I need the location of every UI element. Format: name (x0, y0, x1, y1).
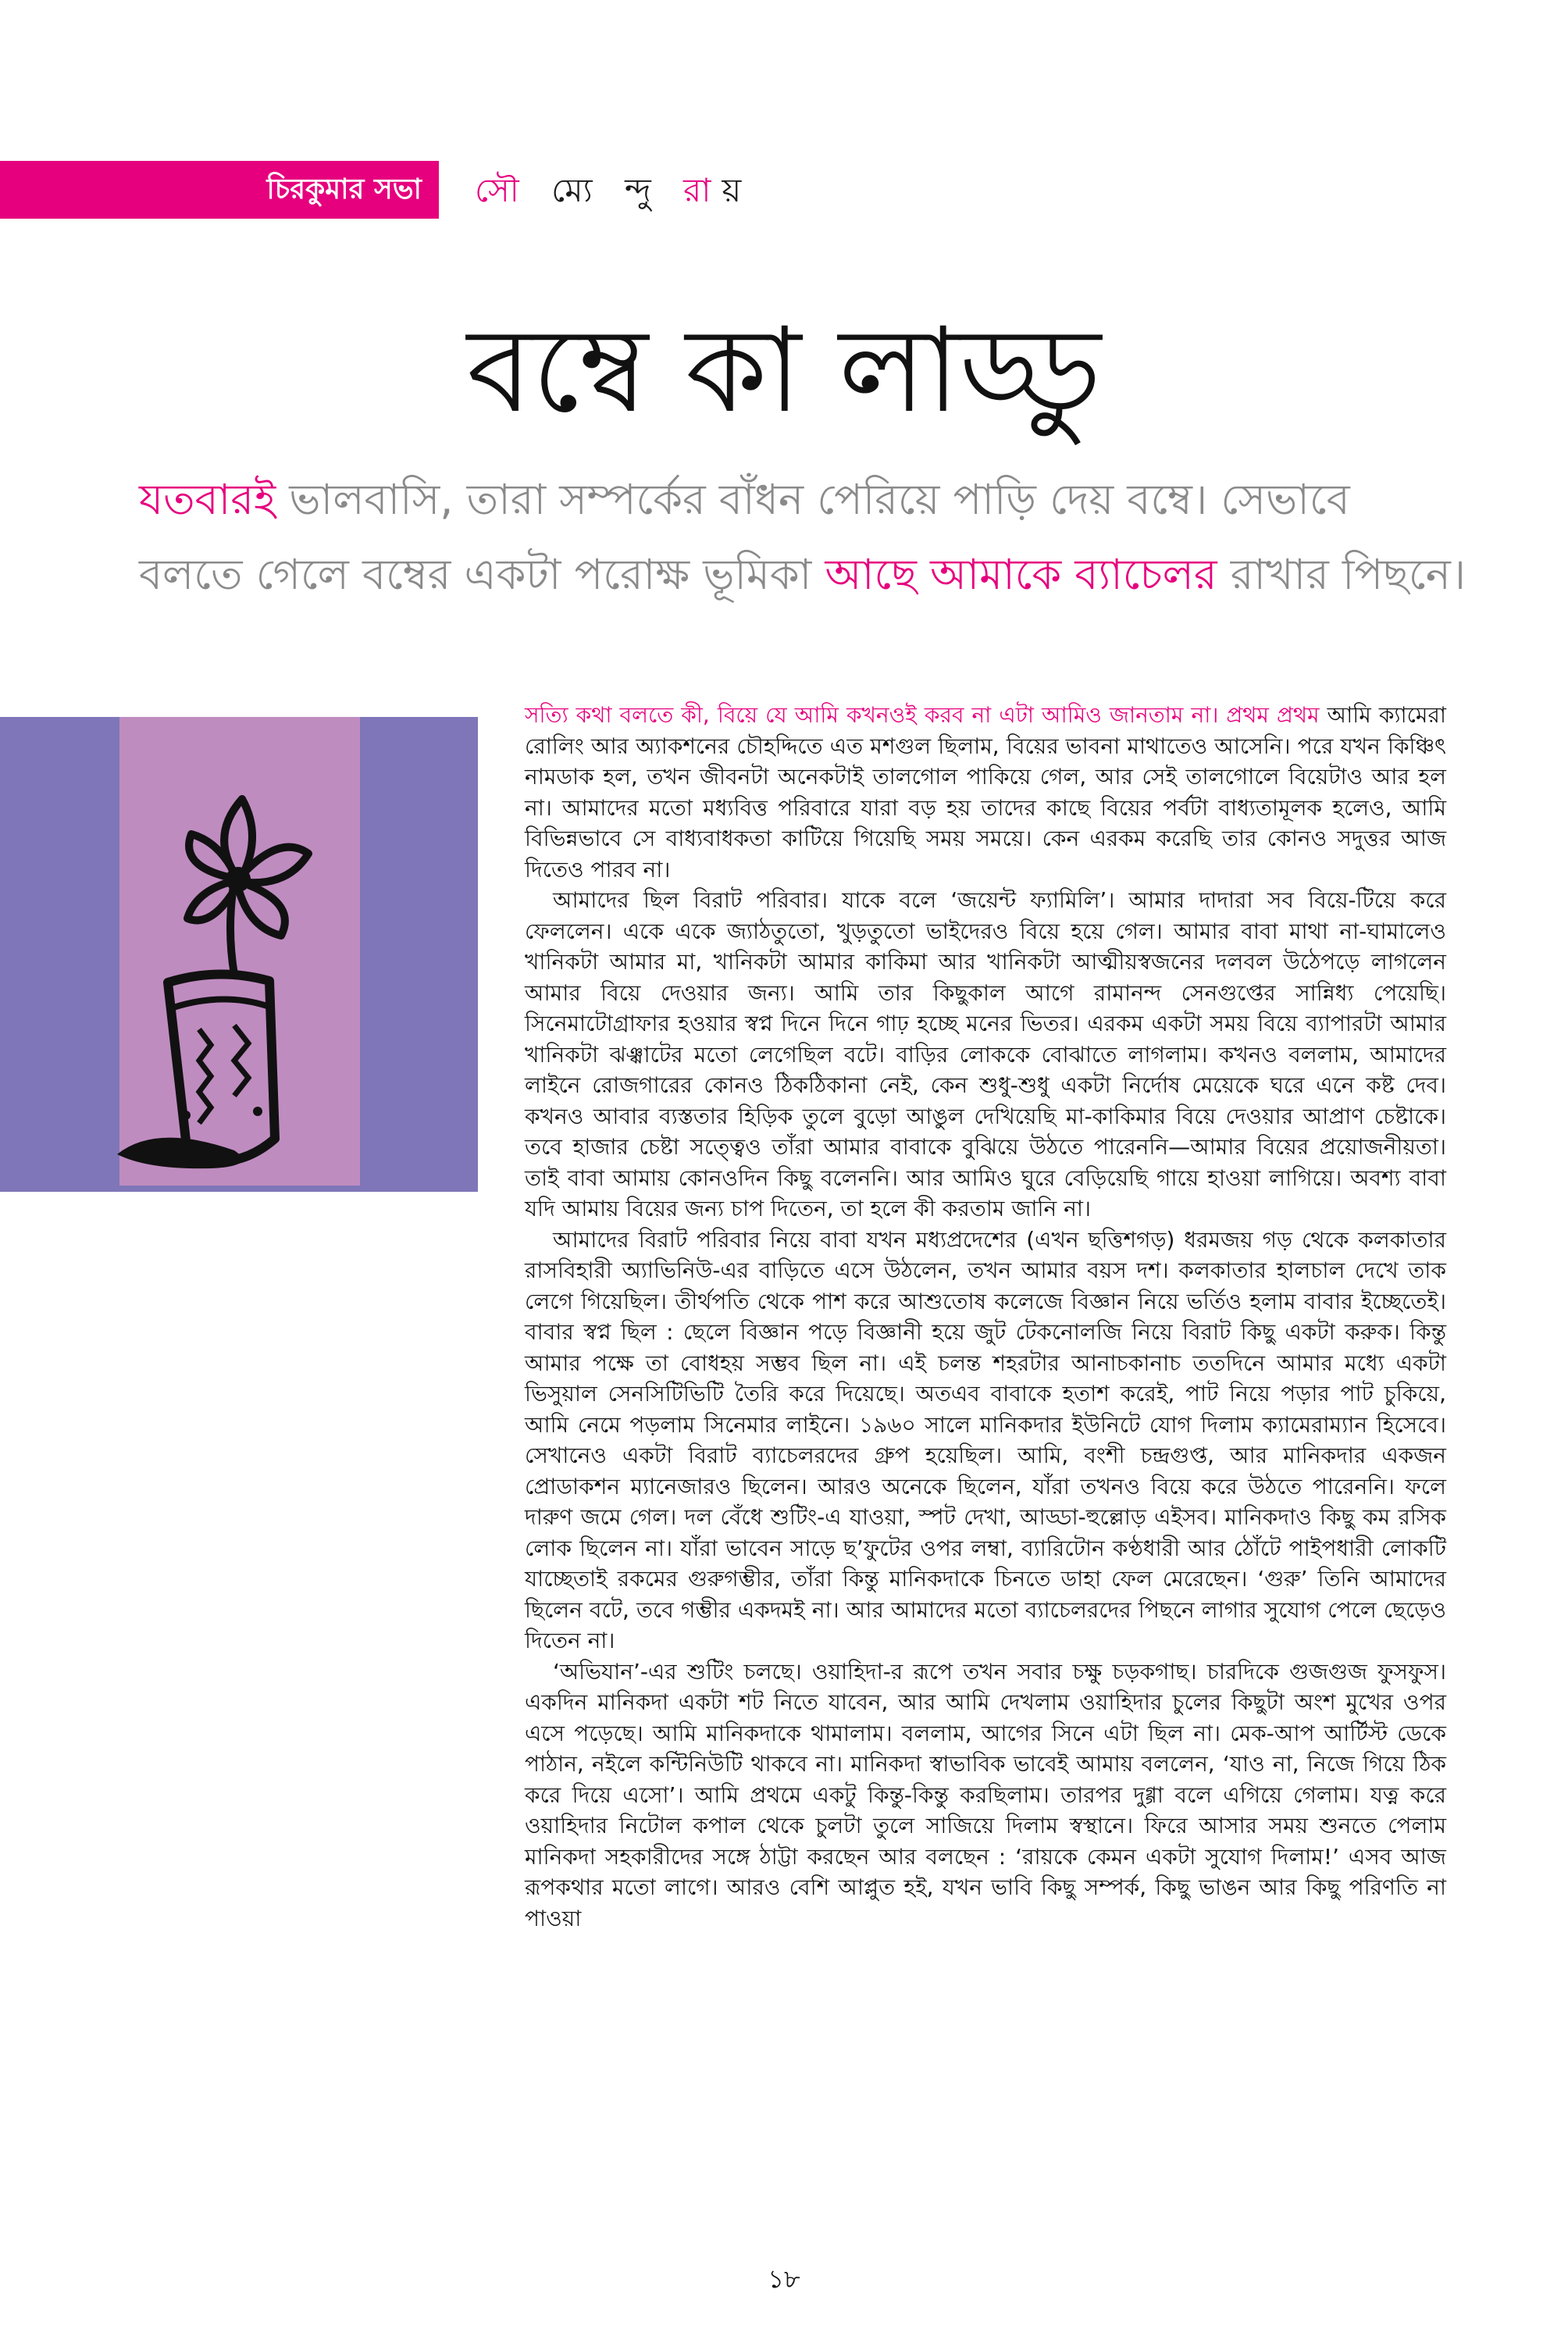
standfirst-text: ভালবাসি, তারা সম্পর্কের বাঁধন পেরিয়ে পাড়ি দেয় বম্বে। সেভাবে বলতে গেলে বম্বের একটা পরোক্ষ ভূমিকা (139, 475, 1350, 599)
body-paragraph-text: আমি ক্যামেরা রোলিং আর অ্যাকশনের চৌহদ্দিতে এত মশগুল ছিলাম, বিয়ের ভাবনা মাথাতেও আসেনি। পরে যখন কিঞ্চিৎ নামডাক হল, তখন জীবনটা অনেকটাই তালগোল পাকিয়ে গেল, আর সেই তালগোলে বিয়েটাও আর হল না। আমাদের মতো মধ্যবিত্ত পরিবারে যারা বড় হয় তাদের কাছে বিয়ের পর্বটা বাধ্যতামূলক হলেও, আমি বিভিন্নভাবে সে বাধ্যবাধকতা কাটিয়ে গিয়েছি সময় সময়ে। কেন এরকম করেছি তার কোনও সদুত্তর আজ দিতেও পারব না। (525, 702, 1446, 883)
author-syllable: য় (722, 171, 753, 209)
body-paragraph: আমাদের ছিল বিরাট পরিবার। যাকে বলে ‘জয়েন্ট ফ্যামিলি’। আমার দাদারা সব বিয়ে-টিয়ে করে ফেললেন। একে একে জ্যাঠতুতো, খুড়তুতো ভাইদেরও বিয়ে হয়ে গেল। আমার বাবা মাথা না-ঘামালেও খানিকটা আমার মা, খানিকটা আমার কাকিমা আর খানিকটা আত্মীয়স্বজনের দলবল উঠেপড়ে লাগলেন আমার বিয়ে দেওয়ার জন্য। আমি তার কিছুকাল আগে রামানন্দ সেনগুপ্তের সান্নিধ্য পেয়েছি। সিনেমাটোগ্রাফার হওয়ার স্বপ্ন দিনে দিনে গাঢ় হচ্ছে মনের ভিতর। এরকম একটা সময় বিয়ে ব্যাপারটা আমার খানিকটা ঝঞ্ঝাটের মতো লেগেছিল বটে। বাড়ির লোককে বোঝাতে লাগলাম। কখনও বললাম, আমাদের লাইনে রোজগারের কোনও ঠিকঠিকানা নেই, কেন শুধু-শুধু একটা নির্দোষ মেয়েকে ঘরে এনে কষ্ট দেব। কখনও আবার ব্যস্ততার হিড়িক তুলে বুড়ো আঙুল দেখিয়েছি মা-কাকিমার বিয়ে দেওয়ার আপ্রাণ চেষ্টাকে। তবে হাজার চেষ্টা সত্ত্বেও তাঁরা আমার বাবাকে বুঝিয়ে উঠতে পারেননি—আমার বিয়ের প্রয়োজনীয়তা। তাই বাবা আমায় কোনওদিন কিছু বলেননি। আর আমিও ঘুরে বেড়িয়েছি গায়ে হাওয়া লাগিয়ে। অবশ্য বাবা যদি আমায় বিয়ের জন্য চাপ দিতেন, তা হলে কী করতাম জানি না। (525, 887, 1446, 1221)
author-syllable: রা (683, 171, 722, 209)
vase-dot (181, 1111, 191, 1120)
author-syllable: ন্দু (625, 171, 662, 209)
body-paragraph: ‘অভিযান’-এর শুটিং চলছে। ওয়াহিদা-র রূপে তখন সবার চক্ষু চড়কগাছ। চারদিকে গুজগুজ ফুসফুস। একদিন মানিকদা একটা শট নিতে যাবেন, আর আমি দেখলাম ওয়াহিদার চুলের কিছুটা অংশ মুখের ওপর এসে পড়েছে। আমি মানিকদাকে থামালাম। বললাম, আগের সিনে এটা ছিল না। মেক-আপ আর্টিস্ট ডেকে পাঠান, নইলে কন্টিনিউটি থাকবে না। মানিকদা স্বাভাবিক ভাবেই আমায় বললেন, ‘যাও না, নিজে গিয়ে ঠিক করে দিয়ে এসো’। আমি প্রথমে একটু কিন্তু-কিন্তু করছিলাম। তারপর দুগ্গা বলে এগিয়ে গেলাম। যত্ন করে ওয়াহিদার নিটোল কপাল থেকে চুলটা তুলে সাজিয়ে দিলাম স্বস্থানে। ফিরে আসার সময় শুনতে পেলাম মানিকদা সহকারীদের সঙ্গে ঠাট্টা করছেন আর বলছেন : ‘রায়কে কেমন একটা সুযোগ দিলাম!’ এসব আজ রূপকথার মতো লাগে। আরও বেশি আপ্লুত হই, যখন ভাবি কিছু সম্পর্ক, কিছু ভাঙন আর কিছু পরিণতি না পাওয়া (525, 1658, 1446, 1931)
body-lede: সত্যি কথা বলতে কী, বিয়ে যে আমি কখনওই করব না এটা আমিও জানতাম না। প্রথম প্রথম (525, 702, 1320, 728)
column-tag (0, 161, 439, 219)
column-label: চিরকুমার সভা (266, 173, 422, 205)
article-body (525, 700, 1446, 1934)
flower-center (226, 867, 251, 892)
article-title: বম্বে কা লাড্ডু (466, 303, 1101, 439)
author-syllable: ম্যে (551, 171, 604, 209)
author-syllable: সৌ (475, 171, 530, 209)
vase-pattern (234, 1025, 248, 1096)
page-number: ১৮ (768, 2264, 800, 2294)
body-paragraph (525, 700, 1446, 885)
standfirst-text: রাখার পিছনে। (1217, 550, 1466, 599)
vase-dot (253, 1107, 262, 1116)
vase-rim (173, 999, 267, 1007)
vase-pattern (199, 1029, 211, 1123)
flower-petals (187, 799, 308, 936)
standfirst (139, 462, 1466, 612)
flower-vase-icon (0, 717, 478, 1192)
standfirst-highlight: যতবারই (139, 475, 276, 524)
illustration-panel (0, 717, 478, 1192)
standfirst-highlight: আছে আমাকে ব্যাচেলর (825, 550, 1217, 599)
body-paragraph: আমাদের বিরাট পরিবার নিয়ে বাবা যখন মধ্যপ্রদেশের (এখন ছত্তিশগড়) ধরমজয় গড় থেকে কলকাতার রাসবিহারী অ্যাভিনিউ-এর বাড়িতে এসে উঠলেন, তখন আমার বয়স দশ। কলকাতার হালচাল দেখে তাক লেগে গিয়েছিল। তীর্থপতি থেকে পাশ করে আশুতোষ কলেজে বিজ্ঞান নিয়ে ভর্তিও হলাম বাবার ইচ্ছেতেই। বাবার স্বপ্ন ছিল : ছেলে বিজ্ঞান পড়ে বিজ্ঞানী হয়ে জুট টেকনোলজি নিয়ে বিরাট কিছু একটা করুক। কিন্তু আমার পক্ষে তা বোধহয় সম্ভব ছিল না। এই চলন্ত শহরটার আনাচকানাচ ততদিনে আমার মধ্যে একটা ভিসুয়াল সেনসিটিভিটি তৈরি করে দিয়েছে। অতএব বাবাকে হতাশ করেই, পাট নিয়ে পড়ার পাট চুকিয়ে, আমি নেমে পড়লাম সিনেমার লাইনে। ১৯৬০ সালে মানিকদার ইউনিটে যোগ দিলাম ক্যামেরাম্যান হিসেবে। সেখানেও একটা বিরাট ব্যাচেলরদের গ্রুপ হয়েছিল। আমি, বংশী চন্দ্রগুপ্ত, আর মানিকদার একজন প্রোডাকশন ম্যানেজারও ছিলেন। আরও অনেকে ছিলেন, যাঁরা তখনও বিয়ে করে উঠতে পারেননি। ফলে দারুণ জমে গেল। দল বেঁধে শুটিং-এ যাওয়া, স্পট দেখা, আড্ডা-হুল্লোড় এইসব। মানিকদাও কিছু কম রসিক লোক ছিলেন না। যাঁরা ভাবেন সাড়ে ছ’ফুটের ওপর লম্বা, ব্যারিটোন কণ্ঠধারী আর ঠোঁটে পাইপধারী লোকটি যাচ্ছেতাই রকমের গুরুগম্ভীর, তাঁরা কিন্তু মানিকদাকে চিনতে ডাহা ফেল মেরেছেন। ‘গুরু’ তিনি আমাদের ছিলেন বটে, তবে গম্ভীর একদমই না। আর আমাদের মতো ব্যাচেলরদের পিছনে লাগার সুযোগ পেলে ছেড়েও দিতেন না। (525, 1226, 1446, 1653)
author-byline (475, 167, 752, 214)
